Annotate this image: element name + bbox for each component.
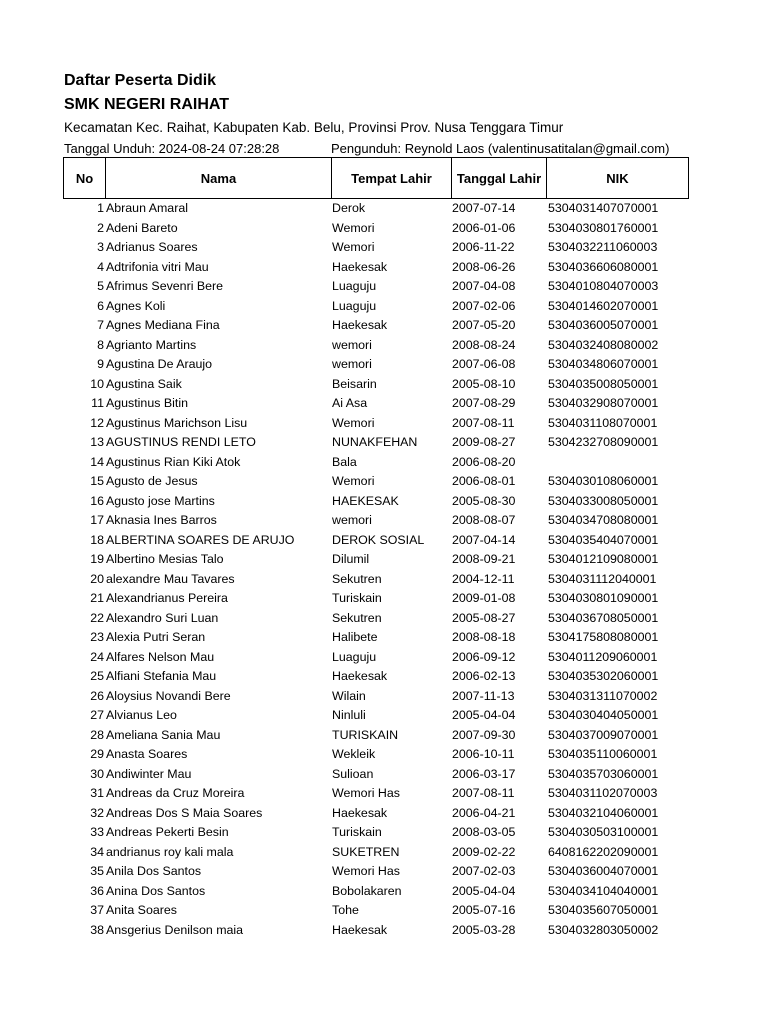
table-header — [63, 157, 689, 199]
cell-tempat: Luaguju — [332, 298, 377, 313]
cell-tanggal: 2007-08-29 — [452, 396, 516, 410]
cell-tanggal: 2007-09-30 — [452, 727, 516, 742]
cell-tanggal: 2006-11-22 — [452, 240, 515, 254]
cell-nik: 5304035703060001 — [548, 766, 659, 781]
table-row — [63, 823, 688, 843]
cell-tempat: Tohe — [332, 903, 359, 917]
table-row — [63, 609, 688, 629]
cell-nik: 5304034708080001 — [548, 513, 659, 527]
table-row — [63, 472, 688, 492]
cell-nik: 5304011209060001 — [548, 649, 658, 664]
cell-no: 2 — [97, 220, 104, 235]
cell-tempat: Wemori — [332, 240, 375, 254]
cell-tempat: Turiskain — [332, 825, 382, 839]
cell-nama: Agustinus Bitin — [106, 396, 188, 410]
cell-nama: Andreas Pekerti Besin — [106, 825, 229, 839]
cell-nik: 5304036004070001 — [548, 864, 659, 878]
cell-nik: 5304031407070001 — [548, 201, 659, 215]
cell-tanggal: 2006-03-17 — [452, 766, 516, 781]
cell-nama: Albertino Mesias Talo — [106, 552, 224, 566]
header-tempat-lahir: Tempat Lahir — [332, 158, 452, 199]
table-row — [63, 297, 688, 317]
cell-no: 26 — [90, 688, 104, 703]
cell-tempat: Ninluli — [332, 708, 366, 722]
cell-tempat: Wilain — [332, 688, 366, 703]
cell-nama: Agustinus Rian Kiki Atok — [106, 454, 241, 469]
cell-tempat: wemori — [332, 337, 372, 352]
cell-tanggal: 2004-12-11 — [452, 571, 515, 586]
cell-no: 1 — [97, 201, 104, 215]
cell-tempat: Wemori Has — [332, 864, 400, 878]
cell-no: 38 — [90, 922, 104, 937]
cell-nama: Anita Soares — [106, 903, 177, 917]
cell-tempat: wemori — [332, 513, 372, 527]
cell-nama: andrianus roy kali mala — [106, 844, 234, 859]
table-row — [63, 784, 688, 804]
table-row — [63, 433, 688, 453]
cell-tanggal: 2008-08-07 — [452, 513, 516, 527]
cell-no: 12 — [90, 415, 104, 430]
cell-nama: Adtrifonia vitri Mau — [106, 259, 209, 274]
cell-tempat: Sulioan — [332, 766, 374, 781]
cell-nama: Anina Dos Santos — [106, 883, 206, 898]
cell-tempat: Luaguju — [332, 649, 377, 664]
cell-no: 24 — [90, 649, 104, 664]
cell-nik: 5304035302060001 — [548, 669, 659, 683]
header-nik: NIK — [547, 158, 689, 199]
cell-nama: Adeni Bareto — [106, 220, 178, 235]
cell-nama: Andiwinter Mau — [106, 766, 192, 781]
cell-no: 7 — [97, 318, 104, 332]
table-row — [63, 667, 688, 687]
cell-tempat: Dilumil — [332, 552, 370, 566]
cell-nama: Agusto de Jesus — [106, 474, 198, 488]
cell-no: 28 — [90, 727, 104, 742]
table-row — [63, 726, 688, 746]
cell-no: 18 — [90, 532, 104, 547]
cell-nama: Agnes Mediana Fina — [106, 318, 220, 332]
cell-no: 31 — [90, 786, 104, 800]
cell-nik: 5304034806070001 — [548, 357, 659, 371]
table-row — [63, 589, 688, 609]
cell-tanggal: 2008-03-05 — [452, 825, 516, 839]
cell-tanggal: 2005-08-10 — [452, 376, 516, 391]
cell-tempat: Haekesak — [332, 805, 388, 820]
cell-tanggal: 2007-02-06 — [452, 298, 516, 313]
cell-nik: 5304031311070002 — [548, 688, 658, 703]
cell-nama: Agustinus Marichson Lisu — [106, 415, 248, 430]
cell-tanggal: 2008-08-18 — [452, 630, 516, 644]
cell-tempat: Beisarin — [332, 376, 377, 391]
cell-tanggal: 2005-03-28 — [452, 922, 516, 937]
cell-no: 5 — [97, 279, 104, 293]
cell-tanggal: 2008-08-24 — [452, 337, 516, 352]
cell-tempat: Haekesak — [332, 259, 388, 274]
cell-nik: 5304032908070001 — [548, 396, 659, 410]
cell-nik: 5304035404070001 — [548, 532, 659, 547]
table-row — [63, 277, 688, 297]
download-date: Tanggal Unduh: 2024-08-24 07:28:28 — [64, 141, 280, 156]
cell-tanggal: 2007-07-14 — [452, 201, 516, 215]
table-row — [63, 921, 688, 941]
cell-tanggal: 2007-08-11 — [452, 415, 515, 430]
cell-nik: 5304036606080001 — [548, 259, 659, 274]
cell-no: 4 — [97, 259, 104, 274]
cell-tempat: Haekesak — [332, 922, 388, 937]
cell-no: 19 — [90, 552, 104, 566]
cell-tempat: Haekesak — [332, 669, 388, 683]
cell-no: 8 — [97, 337, 104, 352]
cell-nama: Andreas Dos S Maia Soares — [106, 805, 263, 820]
cell-no: 32 — [90, 805, 104, 820]
cell-no: 21 — [90, 591, 104, 605]
cell-nama: Adrianus Soares — [106, 240, 198, 254]
header-nama: Nama — [106, 158, 332, 199]
cell-nik: 5304030801760001 — [548, 220, 659, 235]
table-row — [63, 706, 688, 726]
cell-no: 29 — [90, 747, 104, 761]
cell-no: 11 — [91, 396, 104, 410]
cell-nik: 5304175808080001 — [548, 630, 659, 644]
cell-nik: 5304031108070001 — [548, 415, 658, 430]
cell-nama: Alvianus Leo — [106, 708, 177, 722]
cell-tempat: Bala — [332, 454, 357, 469]
cell-nama: Alexandrianus Pereira — [106, 591, 228, 605]
cell-no: 27 — [90, 708, 104, 722]
table-row — [63, 316, 688, 336]
cell-tempat: Wemori — [332, 415, 375, 430]
cell-nik: 5304032803050002 — [548, 922, 659, 937]
cell-nama: Ansgerius Denilson maia — [106, 922, 244, 937]
table-row — [63, 394, 688, 414]
table-row — [63, 862, 688, 882]
cell-tanggal: 2007-04-14 — [452, 532, 516, 547]
cell-tempat: Derok — [332, 201, 366, 215]
cell-nama: Alexia Putri Seran — [106, 630, 206, 644]
cell-nama: Andreas da Cruz Moreira — [106, 786, 245, 800]
cell-tanggal: 2006-10-11 — [452, 747, 515, 761]
cell-nama: ALBERTINA SOARES DE ARUJO — [106, 532, 295, 547]
cell-no: 15 — [90, 474, 104, 488]
cell-tanggal: 2007-11-13 — [452, 688, 515, 703]
cell-tanggal: 2007-04-08 — [452, 279, 516, 293]
cell-no: 20 — [90, 571, 104, 586]
cell-nik: 5304036708050001 — [548, 610, 659, 625]
table-row — [63, 355, 688, 375]
table-row — [63, 238, 688, 258]
cell-nama: alexandre Mau Tavares — [106, 571, 235, 586]
table-row — [63, 804, 688, 824]
cell-nama: Ameliana Sania Mau — [106, 727, 221, 742]
cell-nik: 5304032408080002 — [548, 337, 659, 352]
cell-tanggal: 2008-06-26 — [452, 259, 516, 274]
cell-tempat: Wemori — [332, 474, 375, 488]
cell-nik: 5304030801090001 — [548, 591, 659, 605]
cell-nik: 5304031102070003 — [548, 786, 658, 800]
cell-tempat: Luaguju — [332, 279, 377, 293]
cell-nama: Alfares Nelson Mau — [106, 649, 215, 664]
cell-tempat: Wekleik — [332, 747, 376, 761]
cell-tanggal: 2006-04-21 — [452, 805, 516, 820]
table-row — [63, 765, 688, 785]
cell-nama: Agustina De Araujo — [106, 357, 213, 371]
cell-no: 13 — [90, 435, 104, 449]
cell-nik: 5304030503100001 — [548, 825, 659, 839]
document-title: Daftar Peserta Didik — [64, 72, 217, 89]
cell-tanggal: 2007-02-03 — [452, 864, 516, 878]
cell-tanggal: 2005-04-04 — [452, 708, 516, 722]
cell-tempat: Turiskain — [332, 591, 382, 605]
cell-tanggal: 2005-07-16 — [452, 903, 516, 917]
table-row — [63, 414, 688, 434]
cell-tempat: SUKETREN — [332, 844, 400, 859]
cell-tanggal: 2006-08-20 — [452, 454, 516, 469]
cell-nik: 5304035008050001 — [548, 376, 659, 391]
table-row — [63, 511, 688, 531]
cell-tanggal: 2006-09-12 — [452, 649, 516, 664]
cell-tempat: wemori — [332, 357, 372, 371]
cell-no: 35 — [90, 864, 104, 878]
table-row — [63, 687, 688, 707]
table-row — [63, 531, 688, 551]
table-row — [63, 648, 688, 668]
table-row — [63, 882, 688, 902]
cell-nama: Aloysius Novandi Bere — [106, 688, 231, 703]
cell-nama: Agusto jose Martins — [106, 493, 215, 508]
table-row — [63, 901, 688, 921]
table-row — [63, 199, 688, 219]
cell-nik: 5304035607050001 — [548, 903, 659, 917]
cell-nama: Anila Dos Santos — [106, 864, 202, 878]
cell-no: 10 — [90, 376, 104, 391]
cell-no: 25 — [90, 669, 104, 683]
cell-nama: Abraun Amaral — [106, 201, 188, 215]
cell-tanggal: 2008-09-21 — [452, 552, 516, 566]
cell-tanggal: 2006-02-13 — [452, 669, 516, 683]
cell-tempat: Halibete — [332, 630, 378, 644]
cell-nama: Agrianto Martins — [106, 337, 197, 352]
cell-tempat: Ai Asa — [332, 396, 368, 410]
location-line: Kecamatan Kec. Raihat, Kabupaten Kab. Belu, Provinsi Prov. Nusa Tenggara Timur — [64, 120, 564, 135]
cell-no: 33 — [90, 825, 104, 839]
school-name: SMK NEGERI RAIHAT — [64, 96, 230, 113]
student-table — [63, 199, 688, 940]
cell-nik: 5304014602070001 — [548, 298, 659, 313]
cell-no: 9 — [97, 357, 104, 371]
cell-nik: 6408162202090001 — [548, 844, 659, 859]
table-row — [63, 453, 688, 473]
cell-tempat: DEROK SOSIAL — [332, 532, 425, 547]
cell-tanggal: 2006-08-01 — [452, 474, 516, 488]
cell-no: 34 — [90, 844, 104, 859]
table-row — [63, 375, 688, 395]
cell-nama: Alfiani Stefania Mau — [106, 669, 217, 683]
cell-tanggal: 2009-01-08 — [452, 591, 516, 605]
cell-no: 30 — [90, 766, 104, 781]
cell-no: 14 — [90, 454, 104, 469]
cell-tanggal: 2005-04-04 — [452, 883, 516, 898]
header-no: No — [64, 158, 106, 199]
cell-nik: 5304035110060001 — [548, 747, 658, 761]
cell-tempat: Bobolakaren — [332, 883, 402, 898]
cell-nik: 5304030108060001 — [548, 474, 659, 488]
cell-nama: Afrimus Sevenri Bere — [106, 279, 224, 293]
cell-nama: Anasta Soares — [106, 747, 188, 761]
cell-nik: 5304033008050001 — [548, 493, 659, 508]
cell-tempat: Sekutren — [332, 610, 382, 625]
cell-nik: 5304032104060001 — [548, 805, 659, 820]
cell-tanggal: 2005-08-27 — [452, 610, 516, 625]
cell-nama: AGUSTINUS RENDI LETO — [106, 435, 256, 449]
cell-tempat: Wemori Has — [332, 786, 400, 800]
cell-nama: Agnes Koli — [106, 298, 166, 313]
cell-tanggal: 2009-08-27 — [452, 435, 516, 449]
cell-tanggal: 2007-06-08 — [452, 357, 516, 371]
cell-nik: 5304010804070003 — [548, 279, 659, 293]
cell-tempat: NUNAKFEHAN — [332, 435, 418, 449]
cell-nik: 5304036005070001 — [548, 318, 659, 332]
cell-tempat: Sekutren — [332, 571, 382, 586]
table-row — [63, 492, 688, 512]
cell-no: 16 — [90, 493, 104, 508]
table-row — [63, 570, 688, 590]
cell-no: 17 — [90, 513, 104, 527]
table-row — [63, 550, 688, 570]
cell-nama: Aknasia Ines Barros — [106, 513, 217, 527]
cell-nama: Alexandro Suri Luan — [106, 610, 219, 625]
cell-no: 22 — [90, 610, 104, 625]
cell-tanggal: 2006-01-06 — [452, 220, 516, 235]
table-row — [63, 258, 688, 278]
cell-no: 3 — [97, 240, 104, 254]
table-row — [63, 843, 688, 863]
cell-tempat: TURISKAIN — [332, 727, 399, 742]
table-row — [63, 219, 688, 239]
cell-no: 6 — [97, 298, 104, 313]
cell-nik: 5304032211060003 — [548, 240, 658, 254]
table-row — [63, 336, 688, 356]
table-row — [63, 628, 688, 648]
cell-tanggal: 2007-05-20 — [452, 318, 516, 332]
cell-nik — [546, 453, 688, 473]
cell-nik: 5304012109080001 — [548, 552, 659, 566]
header-tanggal-lahir: Tanggal Lahir — [452, 158, 547, 199]
downloader: Pengunduh: Reynold Laos (valentinusatitalan@gmail.com) — [331, 141, 670, 156]
cell-nik: 5304037009070001 — [548, 727, 659, 742]
cell-nik: 5304030404050001 — [548, 708, 659, 722]
cell-no: 37 — [90, 903, 104, 917]
cell-tanggal: 2007-08-11 — [452, 786, 515, 800]
cell-nik: 5304031112040001 — [548, 571, 657, 586]
cell-tempat: Wemori — [332, 220, 375, 235]
cell-tempat: HAEKESAK — [332, 493, 399, 508]
cell-tempat: Haekesak — [332, 318, 388, 332]
cell-tanggal: 2005-08-30 — [452, 493, 516, 508]
cell-no: 23 — [90, 630, 104, 644]
table-row — [63, 745, 688, 765]
cell-nama: Agustina Saik — [106, 376, 182, 391]
cell-nik: 5304034104040001 — [548, 883, 659, 898]
cell-nik: 5304232708090001 — [548, 435, 659, 449]
cell-tanggal: 2009-02-22 — [452, 844, 516, 859]
cell-no: 36 — [90, 883, 104, 898]
